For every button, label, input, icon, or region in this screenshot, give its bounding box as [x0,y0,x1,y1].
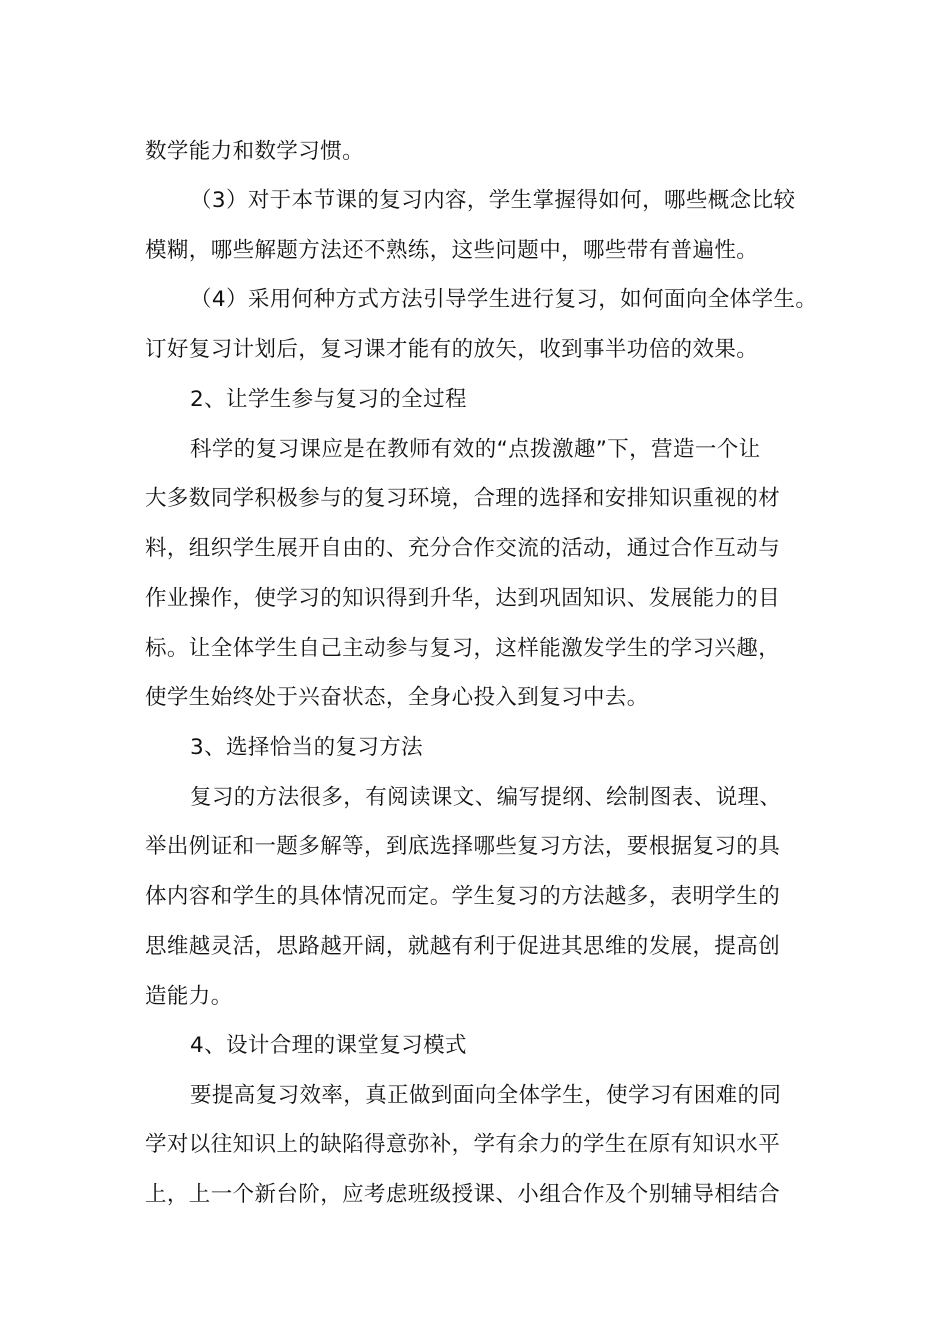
text-line: 要提高复习效率，真正做到面向全体学生，使学习有困难的同 [190,1083,782,1108]
text-line: 模糊，哪些解题方法还不熟练，这些问题中，哪些带有普遍性。 [145,238,759,263]
text-line: 造能力。 [145,984,233,1009]
text-line: 料，组织学生展开自由的、充分合作交流的活动，通过合作互动与 [145,536,781,561]
text-line: 使学生始终处于兴奋状态，全身心投入到复习中去。 [145,685,649,710]
text-line: 思维越灵活，思路越开阔，就越有利于促进其思维的发展，提高创 [145,934,781,959]
text-line: 标。让全体学生自己主动参与复习，这样能激发学生的学习兴趣， [145,636,781,661]
section-heading: 3、选择恰当的复习方法 [190,735,424,760]
text-line: （4）采用何种方式方法引导学生进行复习，如何面向全体学生。 [190,287,818,312]
section-heading: 2、让学生参与复习的全过程 [190,387,467,412]
text-line: 作业操作，使学习的知识得到升华，达到巩固知识、发展能力的目 [145,586,781,611]
text-line: 复习的方法很多，有阅读课文、编写提纲、绘制图表、说理、 [190,785,782,810]
section-heading: 4、设计合理的课堂复习模式 [190,1033,467,1058]
text-line: （3）对于本节课的复习内容，学生掌握得如何，哪些概念比较 [190,188,796,213]
text-line: 学对以往知识上的缺陷得意弥补，学有余力的学生在原有知识水平 [145,1132,781,1157]
text-line: 数学能力和数学习惯。 [145,139,365,164]
text-line: 大多数同学积极参与的复习环境，合理的选择和安排知识重视的材 [145,486,781,511]
text-line: 举出例证和一题多解等，到底选择哪些复习方法，要根据复习的具 [145,834,781,859]
text-line: 体内容和学生的具体情况而定。学生复习的方法越多，表明学生的 [145,884,781,909]
text-line: 上，上一个新台阶，应考虑班级授课、小组合作及个别辅导相结合 [145,1182,781,1207]
text-line: 订好复习计划后，复习课才能有的放矢，收到事半功倍的效果。 [145,337,759,362]
text-line: 科学的复习课应是在教师有效的“点拨激趣”下，营造一个让 [190,437,761,462]
